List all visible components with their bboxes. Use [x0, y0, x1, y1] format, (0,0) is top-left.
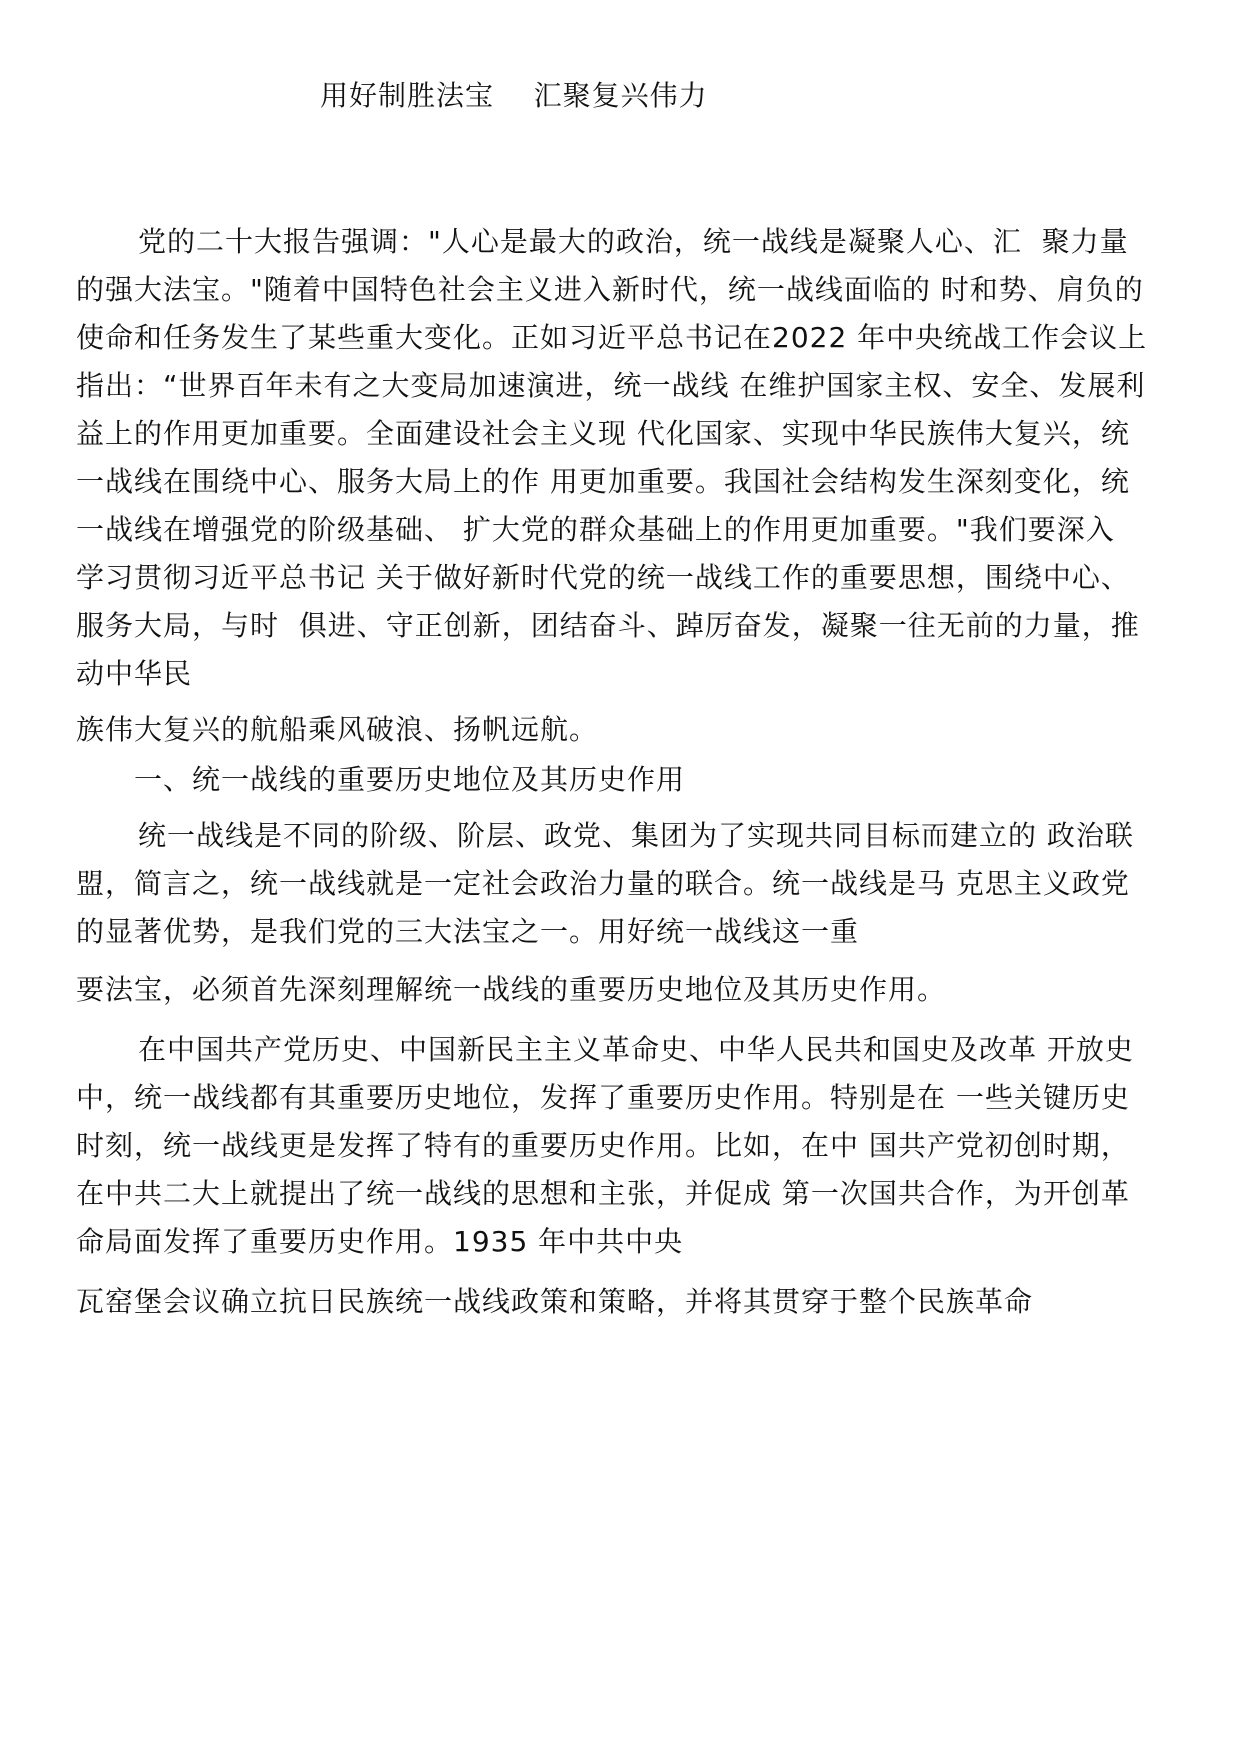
paragraph-line: 党的二十大报告强调："人心是最大的政治，统一战线是凝聚人心、汇 聚力量: [138, 225, 1129, 258]
paragraph-line: 时刻，统一战线更是发挥了特有的重要历史作用。比如，在中 国共产党初创时期，: [76, 1129, 1130, 1162]
section-heading: 一、统一战线的重要历史地位及其历史作用: [134, 763, 686, 796]
paragraph-line: 学习贯彻习近平总书记 关于做好新时代党的统一战线工作的重要思想，围绕中心、: [76, 561, 1130, 594]
paragraph-line: 命局面发挥了重要历史作用。1935 年中共中央: [76, 1225, 684, 1258]
paragraph-line: 益上的作用更加重要。全面建设社会主义现 代化国家、实现中华民族伟大复兴，统: [76, 417, 1130, 450]
paragraph-line: 族伟大复兴的航船乘风破浪、扬帆远航。: [76, 713, 599, 746]
paragraph-line: 的显著优势，是我们党的三大法宝之一。用好统一战线这一重: [76, 915, 860, 948]
paragraph-line: 动中华民: [76, 657, 193, 690]
paragraph-line: 的强大法宝。"随着中国特色社会主义进入新时代，统一战线面临的 时和势、肩负的: [76, 273, 1144, 306]
document-title: 用好制胜法宝 汇聚复兴伟力: [320, 79, 708, 112]
paragraph-line: 中，统一战线都有其重要历史地位，发挥了重要历史作用。特别是在 一些关键历史: [76, 1081, 1130, 1114]
paragraph-line: 指出：“世界百年未有之大变局加速演进，统一战线 在维护国家主权、安全、发展利: [76, 369, 1146, 402]
paragraph-line: 在中国共产党历史、中国新民主主义革命史、中华人民共和国史及改革 开放史: [138, 1033, 1134, 1066]
paragraph-line: 服务大局，与时 俱进、守正创新，团结奋斗、踔厉奋发，凝聚一往无前的力量，推: [76, 609, 1140, 642]
paragraph-line: 要法宝，必须首先深刻理解统一战线的重要历史地位及其历史作用。: [76, 973, 947, 1006]
paragraph-line: 一战线在增强党的阶级基础、 扩大党的群众基础上的作用更加重要。"我们要深入: [76, 513, 1115, 546]
paragraph-line: 盟，简言之，统一战线就是一定社会政治力量的联合。统一战线是马 克思主义政党: [76, 867, 1130, 900]
paragraph-line: 在中共二大上就提出了统一战线的思想和主张，并促成 第一次国共合作，为开创革: [76, 1177, 1130, 1210]
paragraph-line: 一战线在围绕中心、服务大局上的作 用更加重要。我国社会结构发生深刻变化，统: [76, 465, 1130, 498]
paragraph-line: 统一战线是不同的阶级、阶层、政党、集团为了实现共同目标而建立的 政治联: [138, 819, 1134, 852]
paragraph-line: 使命和任务发生了某些重大变化。正如习近平总书记在2022 年中央统战工作会议上: [76, 321, 1148, 354]
paragraph-line: 瓦窑堡会议确立抗日民族统一战线政策和策略，并将其贯穿于整个民族革命: [76, 1285, 1034, 1318]
